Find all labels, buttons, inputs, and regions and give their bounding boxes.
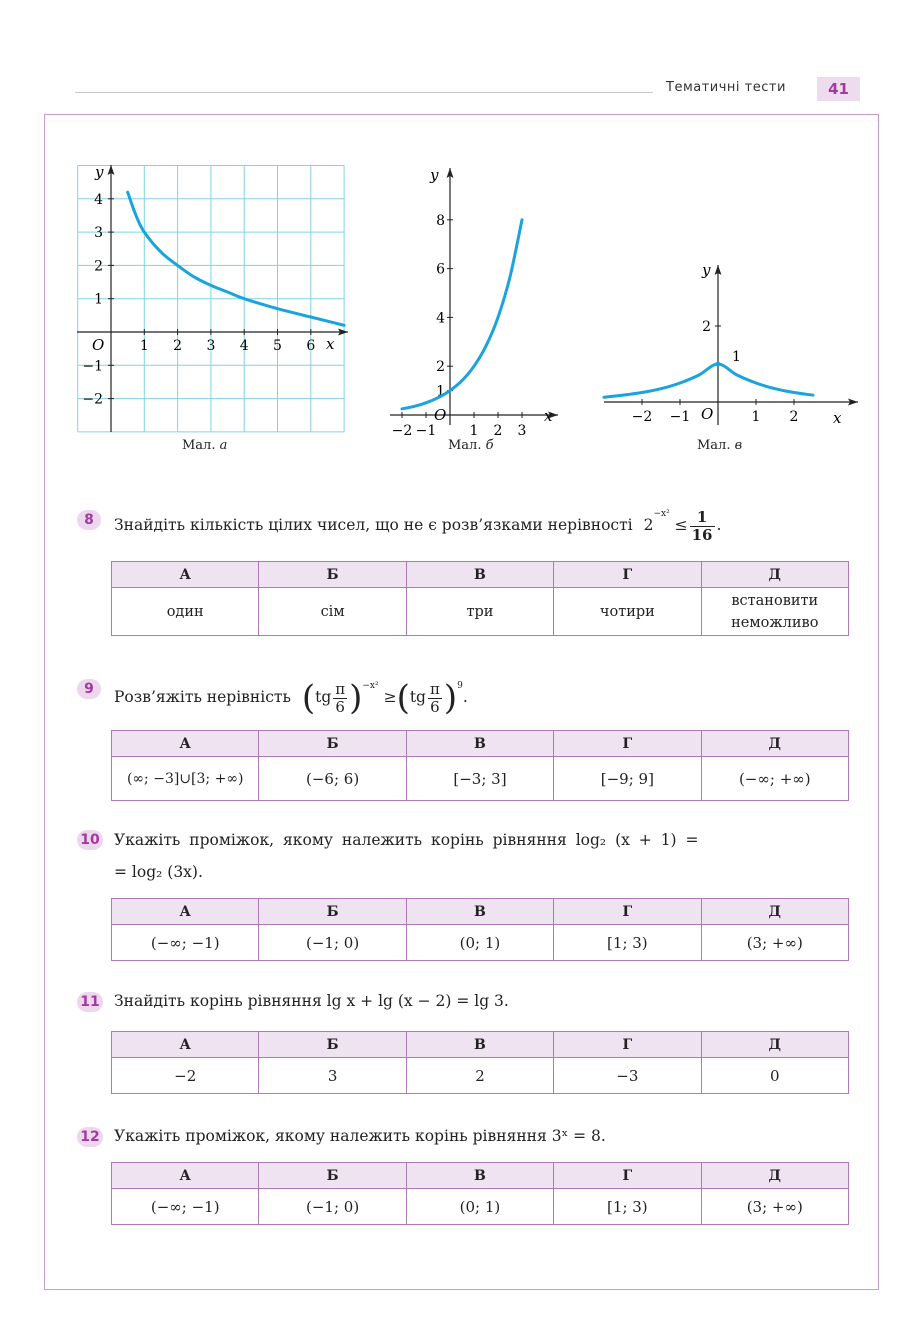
graph-b bbox=[378, 160, 568, 440]
point-label: 1 bbox=[732, 349, 741, 365]
y-axis-label: y bbox=[702, 261, 711, 279]
y-tick-label: 4 bbox=[94, 191, 103, 208]
answer-table-11 bbox=[111, 1031, 849, 1094]
question-10-line1: Укажіть проміжок, якому належить корінь рівняння log₂ (x + 1) = bbox=[114, 831, 699, 849]
function-curve bbox=[604, 364, 813, 397]
answer-option-b[interactable]: 3 bbox=[259, 1058, 406, 1094]
graph-a bbox=[70, 160, 360, 440]
header-g: Г bbox=[554, 731, 701, 757]
answer-option-a[interactable]: один bbox=[112, 588, 259, 636]
y-tick-label: 1 bbox=[436, 383, 445, 400]
header-b: Б bbox=[259, 1163, 406, 1189]
x-tick-label: −1 bbox=[415, 423, 437, 439]
y-axis-label: y bbox=[95, 163, 104, 181]
function-curve bbox=[402, 220, 522, 409]
question-number-9: 9 bbox=[77, 679, 101, 699]
answer-option-d[interactable]: 0 bbox=[701, 1058, 848, 1094]
header-d: Д bbox=[701, 899, 848, 925]
origin-label: O bbox=[92, 336, 105, 354]
header-a: А bbox=[112, 562, 259, 588]
x-tick-label: 1 bbox=[751, 409, 761, 425]
question-12-text: Укажіть проміжок, якому належить корінь рівняння 3ˣ = 8. bbox=[114, 1127, 606, 1145]
answer-option-v[interactable]: (0; 1) bbox=[406, 925, 553, 961]
y-tick-label: 1 bbox=[94, 291, 103, 308]
header-a: А bbox=[112, 731, 259, 757]
answer-option-g[interactable]: [1; 3) bbox=[554, 1189, 701, 1225]
answer-table-12 bbox=[111, 1162, 849, 1225]
question-number-11: 11 bbox=[77, 992, 103, 1012]
y-tick-label: 3 bbox=[94, 225, 103, 242]
header-a: А bbox=[112, 899, 259, 925]
header-d: Д bbox=[701, 1032, 848, 1058]
header-a: А bbox=[112, 1032, 259, 1058]
answer-option-g[interactable]: [1; 3) bbox=[554, 925, 701, 961]
x-axis-label: x bbox=[326, 335, 335, 353]
y-tick-label: −2 bbox=[82, 391, 103, 408]
origin-label: O bbox=[701, 405, 714, 423]
answer-option-v[interactable]: (0; 1) bbox=[406, 1189, 553, 1225]
running-title: Тематичні тести bbox=[666, 80, 786, 95]
x-tick-label: −1 bbox=[669, 409, 691, 425]
caption-v: Мал. в bbox=[697, 438, 743, 453]
header-v: В bbox=[406, 562, 553, 588]
header-d: Д bbox=[701, 731, 848, 757]
answer-option-g[interactable]: −3 bbox=[554, 1058, 701, 1094]
answer-option-v[interactable]: [−3; 3] bbox=[406, 757, 553, 801]
x-tick-label: 2 bbox=[493, 423, 503, 439]
header-d: Д bbox=[701, 562, 848, 588]
header-v: В bbox=[406, 899, 553, 925]
header-b: Б bbox=[259, 731, 406, 757]
header-rule bbox=[75, 92, 653, 93]
x-tick-label: 3 bbox=[206, 338, 216, 354]
caption-a: Мал. а bbox=[182, 438, 228, 453]
header-b: Б bbox=[259, 899, 406, 925]
answer-option-d[interactable]: (3; +∞) bbox=[701, 925, 848, 961]
header-a: А bbox=[112, 1163, 259, 1189]
x-axis-label: x bbox=[544, 407, 553, 425]
y-axis-label: y bbox=[430, 166, 439, 184]
header-b: Б bbox=[259, 562, 406, 588]
graph-v bbox=[598, 255, 868, 435]
answer-option-a[interactable]: (−∞; −1) bbox=[112, 925, 259, 961]
y-tick-label: −1 bbox=[82, 358, 103, 375]
answer-option-d[interactable]: (−∞; +∞) bbox=[701, 757, 848, 801]
answer-option-b[interactable]: (−1; 0) bbox=[259, 1189, 406, 1225]
question-number-12: 12 bbox=[77, 1127, 103, 1147]
header-b: Б bbox=[259, 1032, 406, 1058]
curve-point bbox=[716, 362, 721, 367]
answer-option-d[interactable]: (3; +∞) bbox=[701, 1189, 848, 1225]
origin-label: O bbox=[434, 406, 447, 424]
x-tick-label: 5 bbox=[273, 338, 282, 354]
question-9-text: Розв’яжіть нерівність (tg $\frac{\pi}{6}$ )$^{-x^2}$ ≥(tg $\frac{\pi}{6}$ )$^9$. bbox=[114, 678, 468, 718]
answer-table-9 bbox=[111, 730, 849, 801]
y-tick-label: 2 bbox=[702, 319, 711, 335]
x-tick-label: 2 bbox=[173, 338, 183, 354]
x-tick-label: 2 bbox=[789, 409, 799, 425]
question-11-text: Знайдіть корінь рівняння lg x + lg (x − 2) = lg 3. bbox=[114, 992, 509, 1010]
answer-option-b[interactable]: (−1; 0) bbox=[259, 925, 406, 961]
answer-table-8 bbox=[111, 561, 849, 636]
y-tick-label: 4 bbox=[436, 310, 445, 327]
header-g: Г bbox=[554, 899, 701, 925]
header-v: В bbox=[406, 1032, 553, 1058]
x-tick-label: 1 bbox=[139, 338, 149, 354]
page-number: 41 bbox=[817, 77, 860, 101]
answer-option-v[interactable]: 2 bbox=[406, 1058, 553, 1094]
header-g: Г bbox=[554, 1032, 701, 1058]
question-8-text: Знайдіть кількість цілих чисел, що не є розв’язками нерівності $2^{-x^2}$ ≤ $\frac{1}{16}$ . bbox=[114, 507, 722, 544]
function-curve bbox=[128, 192, 344, 325]
answer-option-a[interactable]: (−∞; −1) bbox=[112, 1189, 259, 1225]
question-number-8: 8 bbox=[77, 510, 101, 530]
answer-option-a[interactable]: (∞; −3]∪[3; +∞) bbox=[112, 757, 259, 801]
y-tick-label: 2 bbox=[94, 258, 103, 275]
header-v: В bbox=[406, 731, 553, 757]
caption-b: Мал. б bbox=[448, 438, 494, 453]
answer-option-b[interactable]: (−6; 6) bbox=[259, 757, 406, 801]
header-d: Д bbox=[701, 1163, 848, 1189]
answer-option-a[interactable]: −2 bbox=[112, 1058, 259, 1094]
answer-option-d[interactable]: встановити неможливо bbox=[701, 588, 848, 636]
x-axis-label: x bbox=[833, 409, 842, 427]
x-tick-label: −2 bbox=[631, 409, 653, 425]
answer-option-v[interactable]: три bbox=[406, 588, 553, 636]
answer-option-b[interactable]: сім bbox=[259, 588, 406, 636]
y-tick-label: 8 bbox=[436, 212, 445, 229]
x-tick-label: −2 bbox=[391, 423, 413, 439]
answer-option-g[interactable]: чотири bbox=[554, 588, 701, 636]
answer-option-g[interactable]: [−9; 9] bbox=[554, 757, 701, 801]
header-g: Г bbox=[554, 1163, 701, 1189]
header-g: Г bbox=[554, 562, 701, 588]
y-tick-label: 2 bbox=[436, 359, 445, 376]
question-10-line2: = log₂ (3x). bbox=[114, 863, 203, 881]
y-tick-label: 6 bbox=[436, 261, 445, 278]
x-tick-label: 3 bbox=[517, 423, 527, 439]
x-tick-label: 6 bbox=[306, 338, 316, 354]
question-number-10: 10 bbox=[77, 830, 103, 850]
x-tick-label: 4 bbox=[239, 338, 249, 354]
answer-table-10 bbox=[111, 898, 849, 961]
x-tick-label: 1 bbox=[469, 423, 479, 439]
header-v: В bbox=[406, 1163, 553, 1189]
